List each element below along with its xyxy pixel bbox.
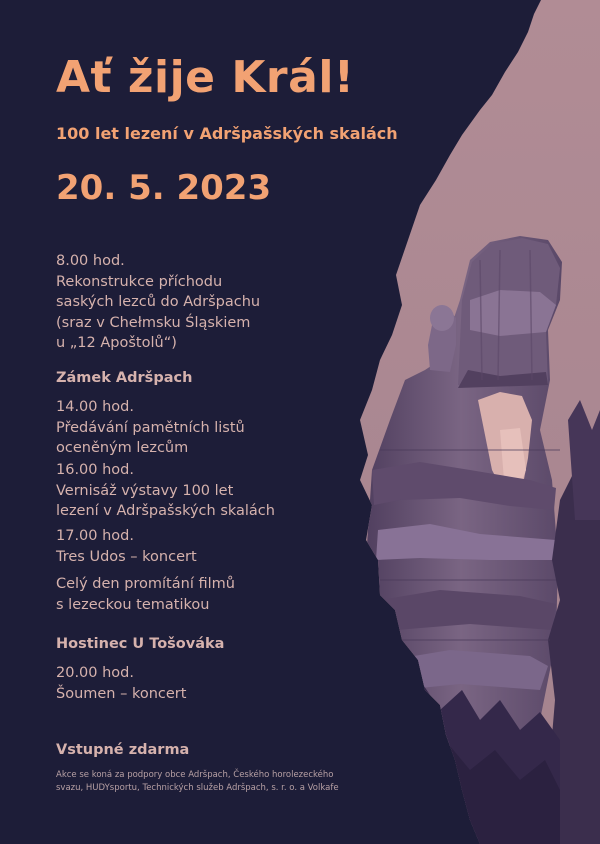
poster-title: Ať žije Král! — [56, 52, 355, 103]
program-item-concert-soumen — [56, 663, 186, 704]
program-text-line: Předávání pamětních listů — [56, 419, 245, 436]
event-date: 20. 5. 2023 — [56, 168, 272, 208]
program-item-film-screening — [56, 574, 235, 615]
program-item-reconstruction — [56, 251, 260, 354]
footer-line: svazu, HUDYsportu, Technických služeb Adršpach, s. r. o. a Volkafe — [56, 783, 339, 793]
program-text-line: oceněným lezcům — [56, 440, 189, 456]
program-text-line: s lezeckou tematikou — [56, 596, 210, 613]
program-text-line: Tres Udos – koncert — [56, 548, 197, 565]
program-time: 8.00 hod. — [56, 253, 125, 269]
program-time: 17.00 hod. — [56, 528, 134, 544]
program-text-line: u „12 Apoštolů“) — [56, 335, 177, 351]
program-item-certificates — [56, 397, 245, 459]
sponsors-footer — [56, 769, 339, 795]
program-time: 14.00 hod. — [56, 399, 134, 415]
program-text-line: Šoumen – koncert — [56, 685, 187, 702]
program-text-line: (sraz v Chełmsku Śląskiem — [56, 314, 251, 331]
program-text-line: saských lezců do Adršpachu — [56, 294, 261, 310]
program-text-line: lezení v Adršpašských skalách — [56, 503, 275, 519]
program-time: 20.00 hod. — [56, 665, 134, 681]
program-item-exhibition — [56, 460, 275, 522]
venue-heading-inn: Hostinec U Tošováka — [56, 636, 225, 652]
program-time: 16.00 hod. — [56, 462, 134, 478]
program-text-line: Celý den promítání filmů — [56, 576, 235, 592]
program-text-line: Vernisáž výstavy 100 let — [56, 482, 234, 499]
venue-heading-castle: Zámek Adršpach — [56, 370, 193, 386]
program-item-concert-tres-udos — [56, 526, 197, 567]
footer-line: Akce se koná za podpory obce Adršpach, Českého horolezeckého — [56, 770, 334, 780]
poster-subtitle: 100 let lezení v Adršpašských skalách — [56, 124, 398, 143]
free-entry-note: Vstupné zdarma — [56, 742, 190, 758]
program-text-line: Rekonstrukce příchodu — [56, 273, 223, 290]
